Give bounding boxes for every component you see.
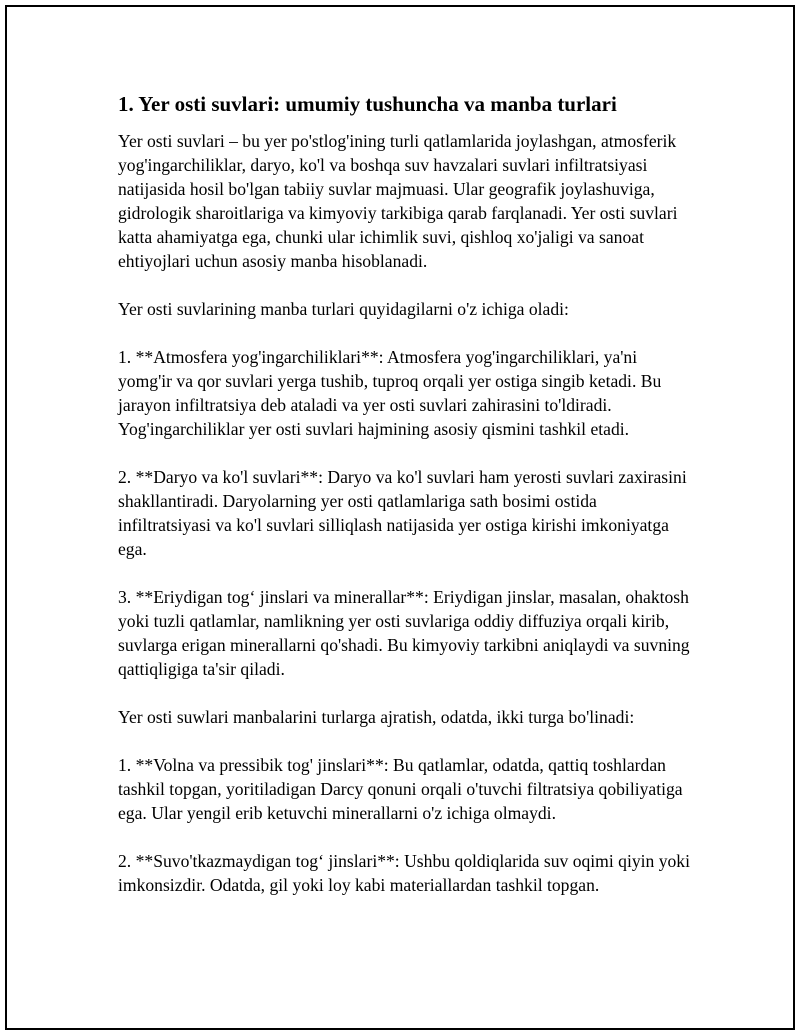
- list-item-impermeable-rocks: 2. **Suvo'tkazmaydigan tog‘ jinslari**: Ushbu qoldiqlarida suv oqimi qiyin yoki imkonsizdir. Odatda, gil yoki loy kabi materiallardan tashkil topgan.: [118, 851, 690, 895]
- list-item-river-lake-water: 2. **Daryo va ko'l suvlari**: Daryo va ko'l suvlari ham yerosti suvlari zaxirasini shakllantiradi. Daryolarning yer osti qatlamlariga sath bosimi ostida infiltratsiyasi va ko'l suvlari silliqlash natijasida yer ostiga kirishi imkoniyatga ega.: [118, 467, 687, 559]
- classification-intro: Yer osti suwlari manbalarini turlarga ajratish, odatda, ikki turga bo'linadi:: [118, 707, 635, 727]
- source-types-intro: Yer osti suvlarining manba turlari quyidagilarni o'z ichiga oladi:: [118, 299, 569, 319]
- document-body: [112, 89, 692, 921]
- intro-paragraph: Yer osti suvlari – bu yer po'stlog'ining turli qatlamlarida joylashgan, atmosferik yog'ingarchiliklar, daryo, ko'l va boshqa suv havzalari suvlari infiltratsiyasi natijasida hosil bo'lgan tabiiy suvlar majmuasi. Ular geografik joylashuviga, gidrologik sharoitlariga va kimyoviy tarkibiga qarab farqlanadi. Yer osti suvlari katta ahamiyatga ega, chunki ular ichimlik suvi, qishloq xo'jaligi va sanoat ehtiyojlari uchun asosiy manba hisoblanadi.: [118, 131, 678, 271]
- list-item-atmospheric-precipitation: 1. **Atmosfera yog'ingarchiliklari**: Atmosfera yog'ingarchiliklari, ya'ni yomg'ir va qor suvlari yerga tushib, tuproq orqali yer ostiga singib ketadi. Bu jarayon infiltratsiya deb ataladi va yer osti suvlari zahirasini to'ldiradi. Yog'ingarchiliklar yer osti suvlari hajmining asosiy qismini tashkil etadi.: [118, 347, 662, 439]
- list-item-permeable-rocks: 1. **Volna va pressibik tog' jinslari**: Bu qatlamlar, odatda, qattiq toshlardan tashkil topgan, yoritiladigan Darcy qonuni orqali o'tuvchi filtratsiya qobiliyatiga ega. Ular yengil erib ketuvchi minerallarni o'z ichiga olmaydi.: [118, 755, 683, 823]
- list-item-soluble-rocks: 3. **Eriydigan tog‘ jinslari va minerallar**: Eriydigan jinslar, masalan, ohaktosh yoki tuzli qatlamlar, namlikning yer osti suvlariga oddiy diffuziya orqali kirib, suvlarga erigan minerallarni qo'shadi. Bu kimyoviy tarkibni aniqlaydi va suvning qattiqligiga ta'sir qiladi.: [118, 587, 690, 679]
- section-heading: 1. Yer osti suvlari: umumiy tushuncha va manba turlari: [118, 92, 617, 116]
